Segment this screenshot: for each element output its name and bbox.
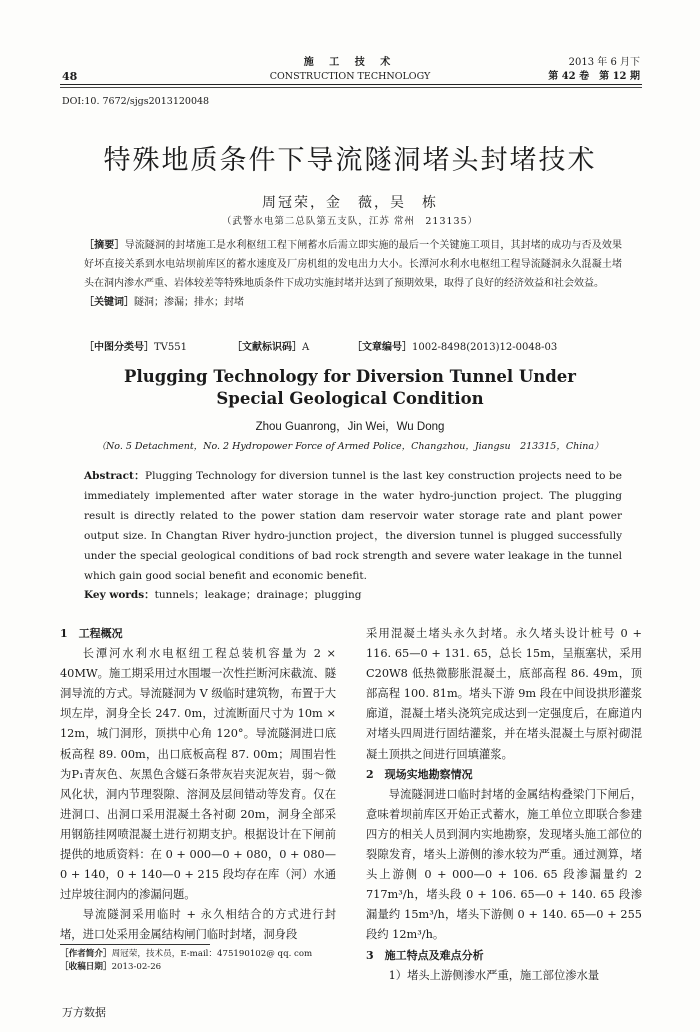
affiliation-cn: （武警水电第二总队第五支队，江苏 常州 213135） (221, 216, 479, 227)
authors-cn: 周冠荣，金 薇，吴 栋 (262, 195, 438, 211)
title-cn: 特殊地质条件下导流隧洞堵头封堵技术 (103, 145, 597, 176)
abstract-en-text: Plugging Technology for diversion tunnel is the last key construction projects need to be immediately implemented after water storage in the water hydro-junction project. The plugging result is directly related to the power station dam reservoir water storage rate and plant power output size. In Changtan River hydro-junction project，the diversion tunnel is plugged successfully under the special geological conditions of bad rock strength and severe water leakage in the tunnel which gain good social benefit and economic benefit. (84, 470, 622, 582)
header-rule (60, 84, 642, 85)
abstract-en (84, 466, 622, 586)
footnote-date-text: 2013-02-26 (111, 962, 162, 972)
section-1-paragraph-2-cont: 采用混凝土堵头永久封堵。永久堵头设计桩号 0 + 116. 65—0 + 131. 65，总长 15m，呈瓶塞状，采用 C20W8 低热微膨胀混凝土，底部高程 86. 49m，顶部高程 100. 81m。堵头下游 9m 段在中间设拱形灌浆廊道，混凝土堵头浇筑完成达到一定强度后，在廊道内对堵头四周进行固结灌浆，并在堵头混凝土与原衬砌混凝土顶拱之间进行回填灌浆。 (366, 627, 642, 761)
keywords-cn-label: ［关键词］ (84, 297, 134, 308)
section-3-heading: 3 施工特点及难点分析 (366, 948, 484, 962)
body-left-column (60, 624, 336, 946)
header-rule-thin (60, 87, 642, 88)
footnote-date-label: ［收稿日期］ (60, 962, 112, 972)
abstract-cn-text: 导流隧洞的封堵施工是水利枢纽工程下闸蓄水后需立即实施的最后一个关键施工项目，其封堵的成功与否及效果好坏直接关系到水电站坝前库区的蓄水速度及厂房机组的发电出力大小。长潭河水利水电枢纽工程导流隧洞永久混凝土堵头在洞内渗水严重、岩体较差等特殊地质条件下成功实施封堵并达到了预期效果，取得了良好的经济效益和社会效益。 (84, 240, 623, 289)
clc-label: ［中图分类号］ (84, 342, 154, 353)
footnote-author-text: 周冠荣，技术员，E-mail：475190102@ qq. com (111, 949, 313, 959)
section-1-paragraph-1: 长潭河水利水电枢纽工程总装机容量为 2 × 40MW。施工期采用过水围堰一次性拦断河床截流、隧洞导流的方式。导流隧洞为 V 级临时建筑物，布置于大坝左岸，洞身全长 247. 0m，过流断面尺寸为 10m × 12m，城门洞形，顶拱中心角 120°。导流隧洞进口底板高程 89. 00m，出口底板高程 87. 00m；周围岩性为P₁青灰色、灰黑色含燧石条带灰岩夹泥灰岩，弱～微风化状，洞内节理裂隙、溶洞及层间错动等发育。仅在进洞口、出洞口采用混凝土各衬砌 20m，洞身全部采用钢筋挂网喷混凝土进行初期支护。根据设计在下闸前提供的地质资料：在 0 + 000—0 + 080，0 + 080—0 + 140，0 + 140—0 + 215 段均存在库（河）水通过岸坡往洞内的渗漏问题。 (60, 647, 336, 902)
doc-code-field (232, 338, 352, 353)
keywords-en-text: tunnels；leakage；drainage；plugging (154, 589, 362, 601)
abstract-en-label: Abstract： (84, 470, 145, 482)
section-1-paragraph-2: 导流隧洞采用临时 + 永久相结合的方式进行封堵，进口处采用金属结构闸门临时封堵，洞身段 (60, 908, 336, 942)
journal-name-en: CONSTRUCTION TECHNOLOGY (269, 71, 431, 82)
footer-brand: 万方数据 (62, 1006, 106, 1019)
clc-field (84, 338, 232, 353)
keywords-en (84, 587, 622, 602)
section-2-heading: 2 现场实地勘察情况 (366, 767, 473, 781)
keywords-cn-text: 隧洞；渗漏；排水；封堵 (134, 297, 244, 308)
article-no-value: 1002-8498(2013)12-0048-03 (412, 342, 558, 353)
keywords-en-label: Key words： (84, 589, 155, 601)
footnote-author (60, 948, 312, 961)
doc-code-value: A (302, 342, 310, 353)
abstract-cn (84, 236, 622, 312)
title-en-line1: Plugging Technology for Diversion Tunnel Under (124, 367, 576, 386)
section-3-paragraph-1: 1）堵头上游侧渗水严重，施工部位渗水量 (388, 968, 600, 982)
doi: DOI:10. 7672/sjgs2013120048 (62, 96, 210, 107)
title-en (0, 366, 700, 410)
section-1-heading: 1 工程概况 (60, 627, 123, 640)
title-en-line2: Special Geological Condition (216, 389, 484, 408)
classification-row (84, 338, 622, 353)
footnote-date (60, 961, 312, 974)
affiliation-en: （No. 5 Detachment，No. 2 Hydropower Force of Armed Police，Changzhou，Jiangsu 213315，China） (96, 441, 604, 452)
authors-en: Zhou Guanrong，Jin Wei，Wu Dong (255, 421, 445, 433)
clc-value: TV551 (154, 342, 187, 353)
body-right-column (366, 624, 642, 986)
footnote-rule (60, 944, 210, 945)
footnote (60, 948, 312, 974)
article-no-label: ［文章编号］ (352, 342, 412, 353)
issue-date: 2013 年 6 月下 (568, 57, 640, 68)
doc-code-label: ［文献标识码］ (232, 342, 302, 353)
abstract-cn-label: ［摘要］ (84, 240, 125, 251)
issue-info (548, 56, 640, 84)
section-2-paragraph-1: 导流隧洞进口临时封堵的金属结构叠梁门下闸后，意味着坝前库区开始正式蓄水，施工单位立即联合参建四方的相关人员到洞内实地勘察，发现堵头施工部位的裂隙发育，堵头上游侧的渗水较为严重。通过测算，堵头上游侧 0 + 000—0 + 106. 65 段渗漏量约 2 717m³/h，堵头段 0 + 106. 65—0 + 140. 65 段渗漏量约 15m³/h，堵头下游侧 0 + 140. 65—0 + 255 段约 12m³/h。 (366, 787, 642, 942)
footnote-author-label: ［作者简介］ (60, 949, 112, 959)
page-number: 48 (62, 70, 78, 83)
journal-name-cn: 施 工 技 术 (303, 57, 397, 68)
article-no-field (352, 338, 557, 353)
issue-volume: 第 42 卷 第 12 期 (548, 71, 640, 82)
